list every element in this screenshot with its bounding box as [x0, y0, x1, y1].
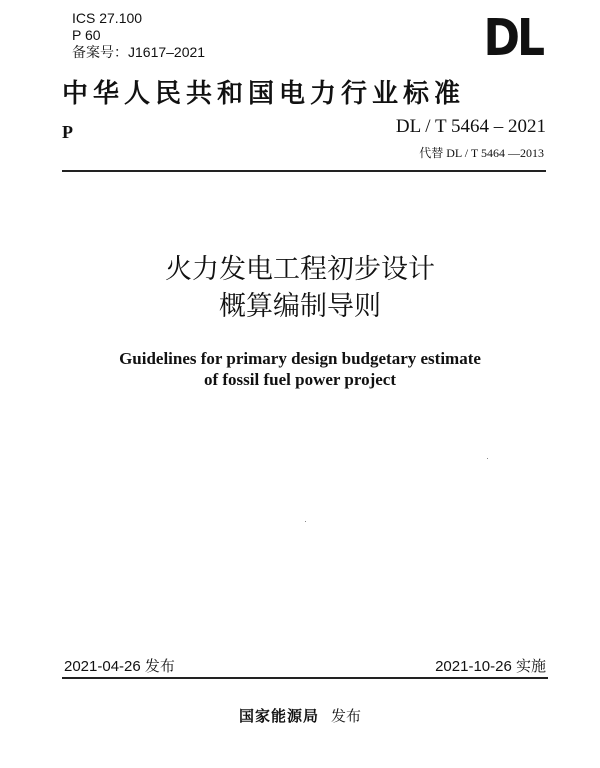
category-code: P 60: [72, 27, 101, 43]
standard-title: 中华人民共和国电力行业标准: [62, 79, 466, 109]
publisher-line: [0, 705, 600, 726]
classification-code: P: [62, 122, 73, 142]
english-title-line-1: Guidelines for primary design budgetary estimate: [119, 349, 481, 368]
top-divider: [62, 170, 546, 172]
dl-logo: DL: [483, 9, 542, 68]
record-number: 备案号：J1617–2021: [72, 44, 206, 60]
issue-date: 2021-04-26 发布: [64, 658, 175, 675]
publish-action: 发布: [331, 707, 362, 725]
standard-number: DL / T 5464 – 2021: [395, 116, 546, 137]
english-title-line-2: of fossil fuel power project: [203, 370, 396, 389]
publisher-name: 国家能源局: [238, 707, 319, 725]
bottom-divider: [62, 677, 548, 679]
ics-code: ICS 27.100: [72, 10, 143, 26]
chinese-title-line-1: 火力发电工程初步设计: [165, 254, 435, 285]
scan-speck: [487, 458, 488, 459]
replaces-note: 代替 DL / T 5464 —2013: [419, 146, 544, 160]
scan-speck: [305, 521, 306, 522]
implementation-date: 2021-10-26 实施: [435, 658, 546, 675]
header-meta: [72, 10, 205, 61]
chinese-title-line-2: 概算编制导则: [219, 291, 381, 322]
